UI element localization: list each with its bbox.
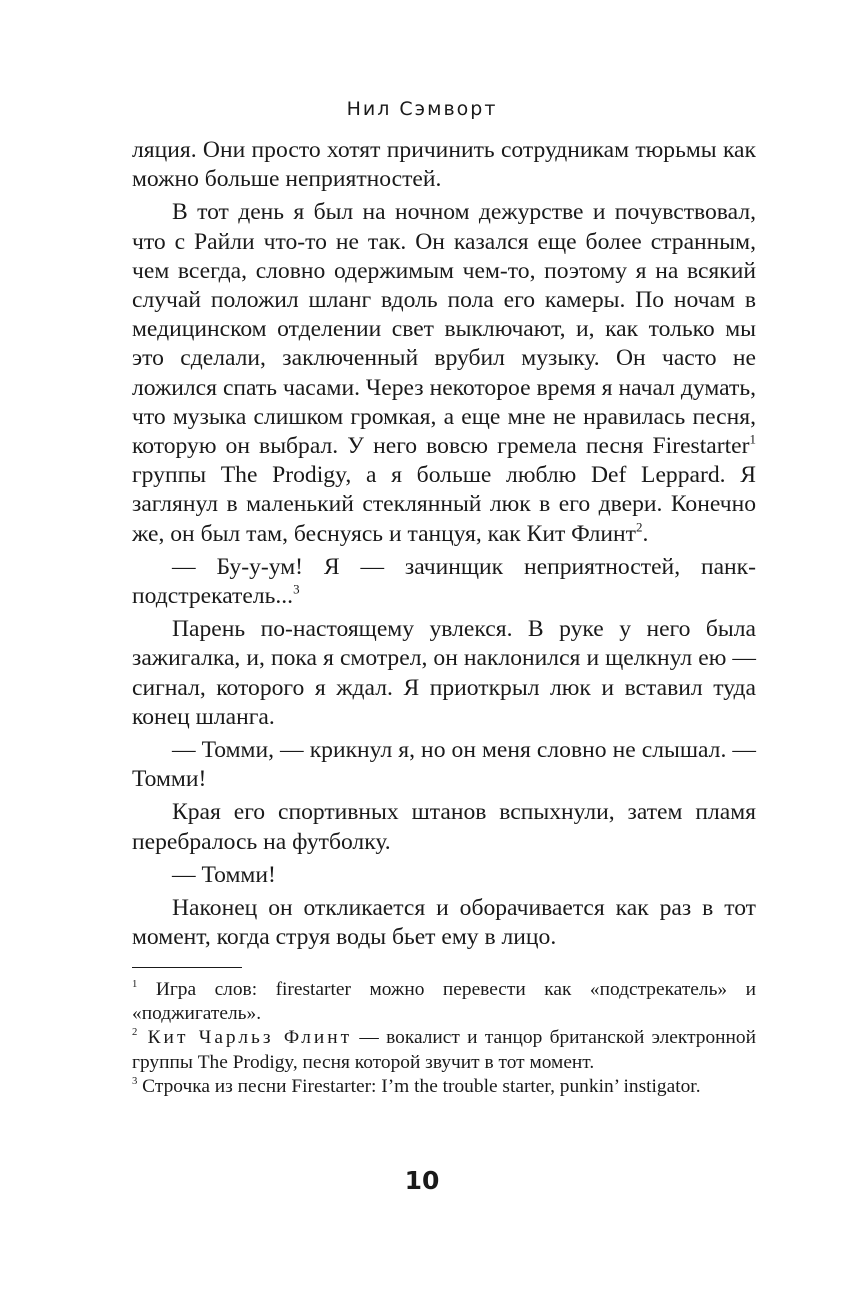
main-text bbox=[132, 136, 756, 952]
paragraph: Края его спортивных штанов вспыхнули, затем пламя перебралось на футболку. bbox=[132, 799, 756, 855]
page-number: 10 bbox=[404, 1166, 440, 1195]
running-head: Нил Сэмворт bbox=[346, 98, 498, 120]
paragraph bbox=[132, 553, 756, 611]
footnote bbox=[132, 1026, 756, 1074]
footnote-number: 3 bbox=[132, 1074, 138, 1087]
paragraph: ляция. Они просто хотят причинить сотрудникам тюрьмы как можно больше неприятностей. bbox=[132, 137, 756, 193]
footnote-number: 1 bbox=[132, 978, 138, 990]
footnote-ref: 2 bbox=[635, 518, 643, 534]
footnote-text: Игра слов: firestarter можно перевести как «подстрекатель» и «поджигатель». bbox=[132, 979, 756, 1025]
paragraph: Парень по-настоящему увлекся. В руке у него была зажигалка, и, пока я смотрел, он наклонился и щелкнул ею — сигнал, которого я ждал. Я приоткрыл люк и вставил туда конец шланга. bbox=[132, 616, 756, 730]
footnote-ref: 1 bbox=[749, 431, 756, 447]
footnote-text: — вокалист и танцор британской электронной группы The Prodigy, песня которой звучит в тот момент. bbox=[132, 1027, 756, 1073]
footnote bbox=[132, 1075, 756, 1099]
footnote-divider bbox=[132, 967, 242, 968]
text-span: группы The Prodigy, а я больше люблю Def Leppard. Я заглянул в маленький стеклянный люк в его двери. Конечно же, он был там, беснуясь и танцуя, как Кит Флинт bbox=[132, 462, 756, 547]
footnotes bbox=[132, 978, 756, 1099]
paragraph bbox=[132, 198, 756, 548]
text-span: — Бу-у-ум! Я — зачинщик неприятностей, панк-подстрекатель... bbox=[132, 553, 756, 610]
paragraph: — Томми, — крикнул я, но он меня словно не слышал. — Томми! bbox=[132, 737, 756, 793]
text-span: В тот день я был на ночном дежурстве и почувствовал, что с Райли что-то не так. Он казался еще более странным, чем всегда, словно одержимым чем-то, поэтому я на всякий случай положил шланг вдоль пола его камеры. По ночам в медицинском отделении свет выключают, и, как только мы это сделали, заключенный врубил музыку. Он часто не ложился спать часами. Через некоторое время я начал думать, что музыка слишком громкая, а еще мне не нравилась песня, которую он выбрал. У него вовсю гремела песня Firestarter bbox=[132, 199, 756, 460]
footnote-name: Кит Чарльз Флинт bbox=[137, 1027, 353, 1049]
footnote-number: 2 bbox=[132, 1026, 138, 1039]
paragraph: — Томми! bbox=[172, 861, 276, 888]
text-span: . bbox=[642, 520, 649, 547]
paragraph: Наконец он откликается и оборачивается как раз в тот момент, когда струя воды бьет ему в лицо. bbox=[132, 895, 756, 951]
footnote-text: Строчка из песни Firestarter: I’m the trouble starter, punkin’ instigator. bbox=[137, 1075, 701, 1097]
footnote-ref: 3 bbox=[293, 581, 300, 597]
footnote bbox=[132, 978, 756, 1026]
